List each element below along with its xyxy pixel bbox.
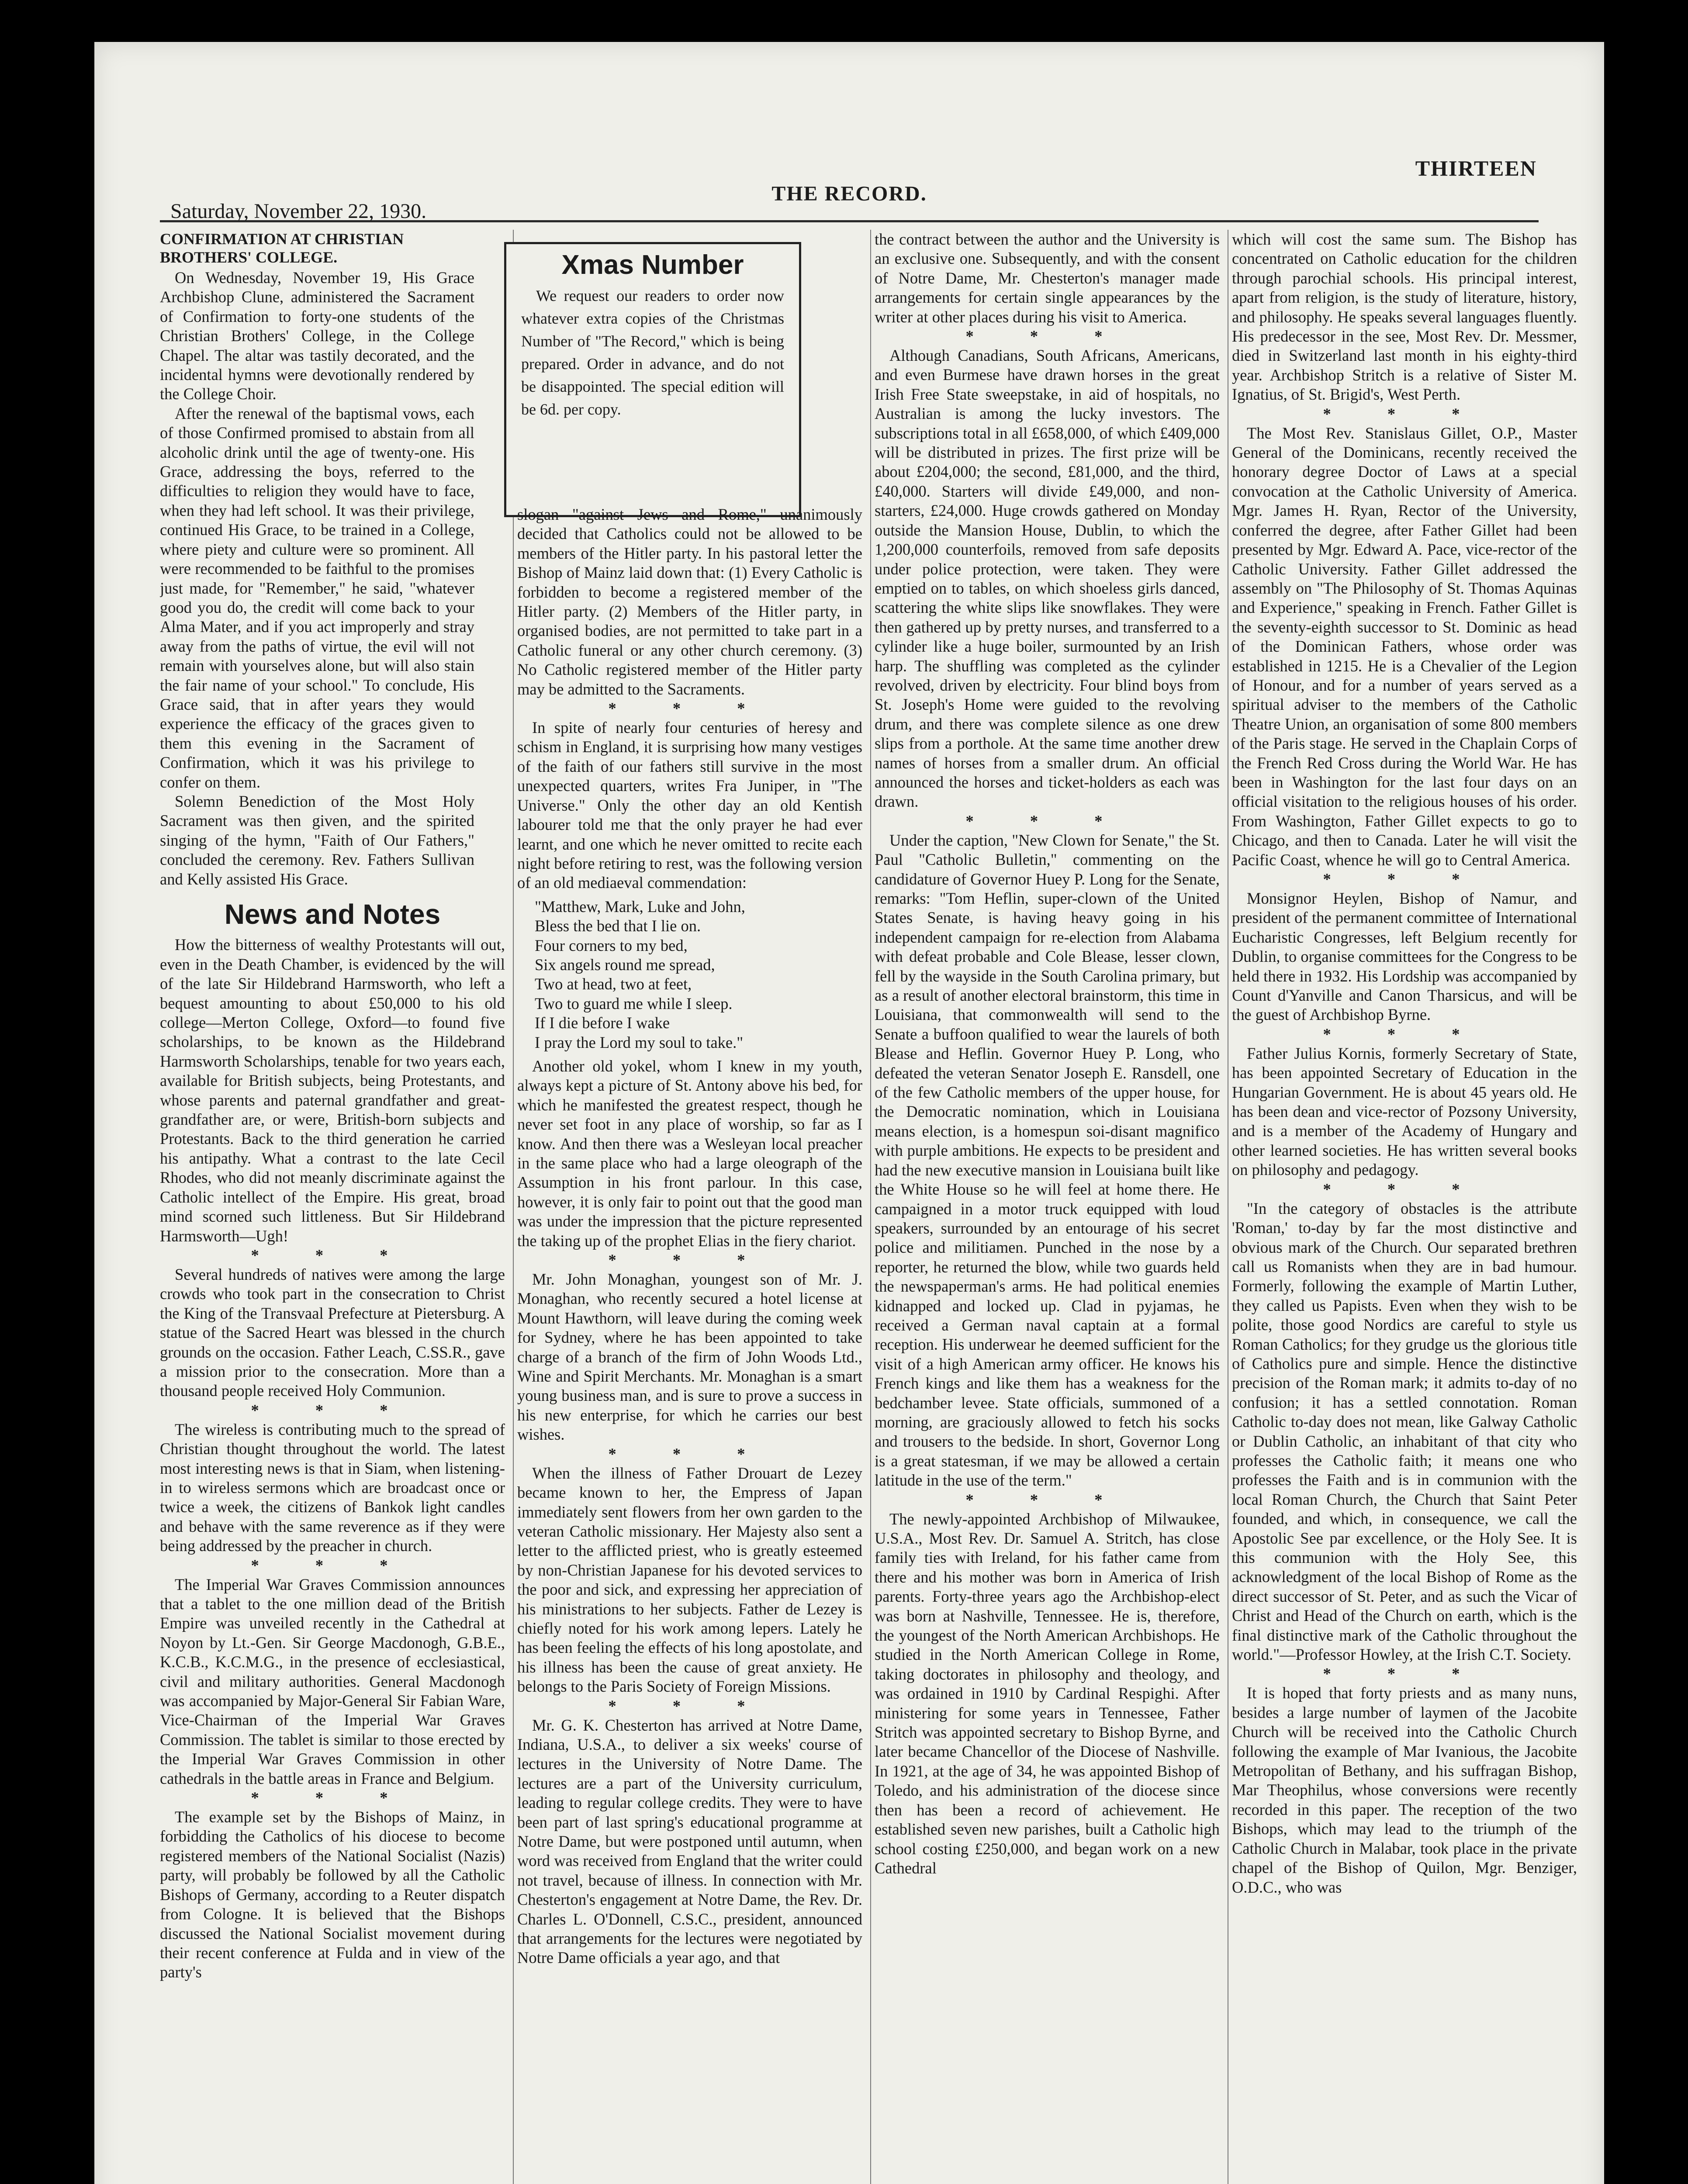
section-heading: News and Notes	[224, 898, 441, 930]
verse-line: Six angels round me spread,	[535, 955, 715, 974]
separator: * * *	[1323, 1025, 1486, 1043]
page-number: THIRTEEN	[1415, 156, 1537, 180]
column-divider	[513, 230, 514, 2184]
verse-line: Bless the bed that I lie on.	[535, 917, 701, 935]
newspaper-title: THE RECORD.	[771, 182, 927, 205]
article-paragraph: In spite of nearly four centuries of heresy and schism in England, it is surprising how many vestiges of the faith of our fathers still survive in the most unexpected quarters, writes Fra Juniper, in "The Universe." Only the other day an old Kentish labourer told me that the only prayer he had ever learnt, and one which he never omitted to recite each night before retiring to rest, was the following version of an old mediaeval commendation:	[517, 719, 862, 892]
article-paragraph: the contract between the author and the University is an exclusive one. Subsequently, and with the consent of Notre Dame, Mr. Chesterton's manager made arrangements for certain single appearances by the writer at other places during his visit to America.	[875, 230, 1220, 326]
article-paragraph: Mr. G. K. Chesterton has arrived at Notre Dame, Indiana, U.S.A., to deliver a six weeks' course of lectures in the University of Notre Dame. The lectures are a part of the University curriculum, leading to regular college credits. They were to have been part of last spring's educational programme at Notre Dame, but were postponed until autumn, when word was received from England that the writer could not travel, because of illness. In connection with Mr. Chesterton's engagement at Notre Dame, the Rev. Dr. Charles L. O'Donnell, C.S.C., president, announced that arrangements for the lectures were negotiated by Notre Dame officials a year ago, and that	[517, 1716, 862, 1967]
columns	[160, 230, 1577, 2184]
verse-line: I pray the Lord my soul to take."	[535, 1033, 744, 1051]
article-paragraph: The newly-appointed Archbishop of Milwaukee, U.S.A., Most Rev. Dr. Samuel A. Stritch, has close family ties with Ireland, for his father came from there and his mother was born in America of Irish parents. Forty-three years ago the Archbishop-elect was born at Nashville, Tennessee. He is, therefore, the youngest of the North American Archbishops. He studied in the North American College in Rome, taking doctorates in philosophy and theology, and was ordained in 1910 by Cardinal Respighi. After ministering for some years in Tennessee, Father Stritch was appointed secretary to Bishop Byrne, and later became Chancellor of the Diocese of Nashville. In 1921, at the age of 34, he was appointed Bishop of Toledo, and his administration of the diocese since then has been a record of achievement. He established seven new parishes, built a Catholic high school costing £250,000, and began work on a new Cathedral	[875, 1510, 1220, 1877]
newspaper-page	[94, 42, 1604, 2184]
masthead-rule	[160, 220, 1539, 222]
article-paragraph: Monsignor Heylen, Bishop of Namur, and president of the permanent committee of International Eucharistic Congresses, left Belgium recently for Dublin, to organise committees for the Congress to be held there in 1932. His Lordship was accompanied by Count d'Yanville and Canon Tharsicus, and will be the guest of Archbishop Byrne.	[1232, 889, 1577, 1024]
article-paragraph: On Wednesday, November 19, His Grace Archbishop Clune, administered the Sacrament of Confirmation to forty-one students of the Christian Brothers' College, in the College Chapel. The altar was tastily decorated, and the incidental hymns were devotionally rendered by the College Choir.	[160, 269, 474, 403]
article-paragraph: Several hundreds of natives were among the large crowds who took part in the consecration to Christ the King of the Transvaal Prefecture at Pietersburg. A statue of the Sacred Heart was blessed in the church grounds on the occasion. Father Leach, C.SS.R., gave a mission prior to the consecration. More than a thousand people received Holy Communion.	[160, 1265, 505, 1400]
verse-line: If I die before I wake	[535, 1014, 670, 1032]
verse	[535, 897, 862, 1052]
separator: * * *	[1323, 1180, 1486, 1198]
column-2	[517, 230, 862, 2184]
separator: * * *	[608, 1444, 771, 1463]
separator: * * *	[965, 812, 1129, 830]
separator: * * *	[965, 1490, 1129, 1509]
separator: * * *	[251, 1789, 414, 1807]
article-paragraph: The Most Rev. Stanislaus Gillet, O.P., Master General of the Dominicans, recently received the honorary degree Doctor of Laws at a special convocation at the Catholic University of America. Mgr. James H. Ryan, Rector of the University, conferred the degree, after Father Gillet had been presented by Mgr. Edward A. Pace, vice-rector of the Catholic University. Father Gillet addressed the assembly on "The Philosophy of St. Thomas Aquinas and Experience," speaking in French. Father Gillet is the seventy-eighth successor to St. Dominic as head of the Dominican Fathers, whose order was established in 1215. He is a Chevalier of the Legion of Honour, and for a number of years served as a spiritual adviser to the members of the Catholic Theatre Union, an organisation of some 800 members of the Paris stage. He served in the Chaplain Corps of the French Red Cross during the World War. He has been in Washington for the last four days on an official visitation to the religious houses of his order. From Washington, Father Gillet expects to go to Chicago, and then to Canada. Later he will visit the Pacific Coast, whence he will go to Central America.	[1232, 424, 1577, 869]
article-paragraph: which will cost the same sum. The Bishop has concentrated on Catholic education for the children through parochial schools. His principal interest, apart from religion, is the study of literature, history, and philosophy. He speaks several languages fluently. His predecessor in the see, Most Rev. Dr. Messmer, died in Switzerland last month in his eighty-third year. Archbishop Stritch is a relative of Sister M. Ignatius, of St. Brigid's, West Perth.	[1232, 230, 1577, 404]
masthead	[160, 116, 1539, 223]
article-paragraph: Father Julius Kornis, formerly Secretary of State, has been appointed Secretary of Education in the Hungarian Government. He is about 45 years old. He has been dean and vice-rector of Pozsony University, and is a member of the Academy of Hungary and other learned societies. He has written several books on philosophy and pedagogy.	[1232, 1044, 1577, 1179]
separator: * * *	[1323, 870, 1486, 888]
column-4	[1232, 230, 1577, 2184]
article-paragraph: slogan "against Jews and Rome," unanimously decided that Catholics could not be allowed to be members of the Hitler party. In his pastoral letter the Bishop of Mainz laid down that: (1) Every Catholic is forbidden to become a registered member of the Hitler party. (2) Members of the Hitler party, in organised bodies, are not permitted to take part in a Catholic funeral or any other church ceremony. (3) No Catholic registered member of the Hitler party may be admitted to the Sacraments.	[517, 505, 862, 698]
article-paragraph: Another old yokel, whom I knew in my youth, always kept a picture of St. Antony above his bed, for which he manifested the greatest respect, though he never set foot in any place of worship, so far as I know. And then there was a Wesleyan local preacher in the same place who had a large oleograph of the Assumption in his front parlour. In this case, however, it is only fair to point out that the good man was under the impression that the picture represented the taking up of the prophet Elias in the fiery chariot.	[517, 1057, 862, 1250]
notice-title: Xmas Number	[561, 250, 744, 280]
article-paragraph: Although Canadians, South Africans, Americans, and even Burmese have drawn horses in the great Irish Free State sweepstake, in aid of hospitals, no Australian is among the lucky investors. The subscriptions total in all £658,000, of which £409,000 will be distributed in prizes. The first prize will be about £204,000; the second, £81,000, and the third, £40,000. Starters will divide £49,000, and non-starters, £24,000. Huge crowds gathered on Monday outside the Mansion House, Dublin, to which the 1,200,000 counterfoils, removed from safe deposits under police protection, were taken. They were emptied on to tables, on which shoeless girls danced, scattering the white slips like snowflakes. They were then gathered up by pretty nurses, and transferred to a cylinder like a huge boiler, surmounted by an Irish harp. The shuffling was completed as the cylinder revolved, driven by electricity. Four blind boys from St. Joseph's Home were guided to the revolving drum, and there was complete silence as one drew slips from a porthole. At the same time another drew names of horses from a smaller drum. An official announced the horses and ticket-holders as each was drawn.	[875, 346, 1220, 811]
article-paragraph: Solemn Benediction of the Most Holy Sacrament was then given, and the spirited singing of the hymn, "Faith of Our Fathers," concluded the ceremony. Rev. Fathers Sullivan and Kelly assisted His Grace.	[160, 792, 474, 888]
separator: * * *	[251, 1556, 414, 1574]
column-3	[875, 230, 1220, 2184]
separator: * * *	[965, 327, 1129, 346]
verse-line: Four corners to my bed,	[535, 936, 688, 954]
article-paragraph: The example set by the Bishops of Mainz, in forbidding the Catholics of his diocese to become registered members of the National Socialist (Nazis) party, will probably be followed by all the Catholic Bishops of Germany, according to a Reuter dispatch from Cologne. It is believed that the Bishops discussed the National Socialist movement during their recent conference at Fulda and in view of the party's	[160, 1808, 505, 1981]
article-paragraph: How the bitterness of wealthy Protestants will out, even in the Death Chamber, is evidenced by the will of the late Sir Hildebrand Harmsworth, who left a bequest amounting to about £50,000 to his old college—Merton College, Oxford—to found five scholarships, to be known as the Hildebrand Harmsworth Scholarships, tenable for two years each, available for British subjects, being Protestants, and whose parents and paternal grandfather and great-grandfather are, or were, British-born subjects and Protestants. Back to the third generation he carried his antipathy. What a contrast to the late Cecil Rhodes, who did not meanly discriminate against the Catholic intellect of the Empire. His great, broad mind scorned such littleness. But Sir Hildebrand Harmsworth—Ugh!	[160, 936, 505, 1245]
separator: * * *	[1323, 1665, 1486, 1683]
article-heading: CONFIRMATION AT CHRISTIAN BROTHERS' COLLEGE.	[160, 230, 404, 266]
article-paragraph: Mr. John Monaghan, youngest son of Mr. J. Monaghan, who recently secured a hotel license at Mount Hawthorn, will leave during the coming week for Sydney, where he has been appointed to take charge of a branch of the firm of John Woods Ltd., Wine and Spirit Merchants. Mr. Monaghan is a smart young business man, and is sure to prove a success in his new enterprise, for which he carries our best wishes.	[517, 1270, 862, 1444]
separator: * * *	[608, 699, 771, 718]
article-paragraph: It is hoped that forty priests and as many nuns, besides a large number of laymen of the Jacobite Church will be received into the Catholic Church following the example of Mar Ivanious, the Jacobite Metropolitan of Bethany, and his suffragan Bishop, Mar Theophilus, whose conversions were recently recorded in this paper. The reception of the two Bishops, which may lead to the triumph of the Catholic Church in Malabar, took place in the private chapel of the Bishop of Quilon, Mgr. Benziger, O.D.C., who was	[1232, 1684, 1577, 1896]
article-paragraph: The Imperial War Graves Commission announces that a tablet to the one million dead of the British Empire was unveiled recently in the Cathedral at Noyon by Lt.-Gen. Sir George Macdonogh, G.B.E., K.C.B., K.C.M.G., in the presence of ecclesiastical, civil and military authorities. General Macdonogh was accompanied by Major-General Sir Fabian Ware, Vice-Chairman of the Imperial War Graves Commission. The tablet is similar to those erected by the Imperial War Graves Commission in other cathedrals in the battle areas in France and Belgium.	[160, 1575, 505, 1787]
separator: * * *	[608, 1697, 771, 1715]
article-paragraph: The wireless is contributing much to the spread of Christian thought throughout the world. The latest most interesting news is that in Siam, when listening-in to wireless sermons which are broadcast once or twice a week, the citizens of Bankok light candles and behave with the same reverence as if they were being addressed by the preacher in church.	[160, 1420, 505, 1555]
article-paragraph: After the renewal of the baptismal vows, each of those Confirmed promised to abstain from all alcoholic drink until the age of twenty-one. His Grace, addressing the boys, referred to the difficulties to religion they would have to face, when they had left school. It was their privilege, continued His Grace, to be trained in a College, where piety and culture were so prominent. All were recommended to be faithful to the promises just made, for "Remember," he said, "whatever good you do, the credit will come back to your Alma Mater, and if you act improperly and stray away from the paths of virtue, the evil will not remain with yourselves alone, but will also stain the fair name of your school." To conclude, His Grace said, that in after years they would experience the efficacy of the graces given to them this evening in the Sacrament of Confirmation, which it was his privilege to confer on them.	[160, 404, 474, 791]
separator: * * *	[251, 1401, 414, 1419]
notice-body: We request our readers to order now whatever extra copies of the Christmas Number of "The Record," which is being prepared. Order in advance, and do not be disappointed. The special edition will be 6d. per copy.	[521, 287, 784, 418]
verse-line: Two at head, two at feet,	[535, 975, 692, 993]
article-paragraph: When the illness of Father Drouart de Lezey became known to her, the Empress of Japan immediately sent flowers from her own garden to the veteran Catholic missionary. Her Majesty also sent a letter to the afflicted priest, who is greatly esteemed by non-Christian Japanese for his devoted services to the poor and sick, and expressing her appreciation of his ministrations to her subjects. Father de Lezey is chiefly noted for his work among lepers. Lately he has been feeling the effects of his long apostolate, and his illness has been the cause of great anxiety. He belongs to the Paris Society of Foreign Missions.	[517, 1464, 862, 1696]
separator: * * *	[251, 1246, 414, 1264]
article-paragraph: "In the category of obstacles is the attribute 'Roman,' to-day by far the most distinctive and obvious mark of the Church. Our separated brethren call us Romanists when they are in bad humour. Formerly, following the example of Martin Luther, they called us Papists. Even when they wish to be polite, those good Nordics are careful to style us Roman Catholics; for they grudge us the glorious title of Catholics pure and simple. Hence the distinctive precision of the Roman mark; it admits to-day of no confusion; it has a settled connotation. Roman Catholic to-day does not mean, like Galway Catholic or Dublin Catholic, an inhabitant of that city who professes the Catholic faith; it means one who professes the Faith and is in communion with the local Roman Church, the Church that Saint Peter founded, and which, in consequence, we call the Apostolic See par excellence, or the Holy See. It is this communion with the Holy See, this acknowledgment of the local Bishop of Rome as the direct successor of St. Peter, and as such the Vicar of Christ and Head of the Church on earth, which is the final distinctive mark of the Catholic throughout the world."—Professor Howley, at the Irish C.T. Society.	[1232, 1199, 1577, 1664]
column-divider	[870, 230, 871, 2184]
article-paragraph: Under the caption, "New Clown for Senate," the St. Paul "Catholic Bulletin," commenting on the candidature of Governor Huey P. Long for the Senate, remarks: "Tom Heflin, super-clown of the United States Senate, is having heavy going in his independent campaign for re-election from Alabama with defeat probable and Cole Blease, lesser clown, fell by the wayside in the South Carolina primary, but as a result of another electoral brainstorm, this time in Louisiana, that commonwealth will send to the Senate a buffoon qualified to wear the laurels of both Blease and Heflin. Governor Huey P. Long, who defeated the veteran Senator Joseph E. Ransdell, one of the few Catholic members of the upper house, for the Democratic nomination, which in Louisiana means election, is a homespun soi-disant magnifico with purple ambitions. He expects to be president and had the new executive mansion in Louisiana built like the White House so he will feel at home there. He campaigned in a motor truck equipped with loud speakers, surrounded by an entourage of his secret police and militiamen. Punched in the nose by a reporter, he returned the blow, while two guards held the newspaperman's arms. He had political enemies kidnapped and locked up. Clad in pyjamas, he received a German naval captain at a formal reception. His underwear he deemed sufficient for the visit of a high American army officer. He knows his French kings and like them has a weakness for the bedchamber levee. State officials, summoned of a morning, are graciously allowed to fetch his socks and trousers to the bedside. In short, Governor Long is a great statesman, if we may be allowed a certain latitude in the use of the term."	[875, 831, 1220, 1489]
issue-date: Saturday, November 22, 1930.	[170, 200, 427, 223]
separator: * * *	[1323, 404, 1486, 423]
separator: * * *	[608, 1251, 771, 1269]
verse-line: Two to guard me while I sleep.	[535, 994, 733, 1013]
column-1	[160, 230, 505, 2184]
verse-line: "Matthew, Mark, Luke and John,	[535, 897, 745, 916]
